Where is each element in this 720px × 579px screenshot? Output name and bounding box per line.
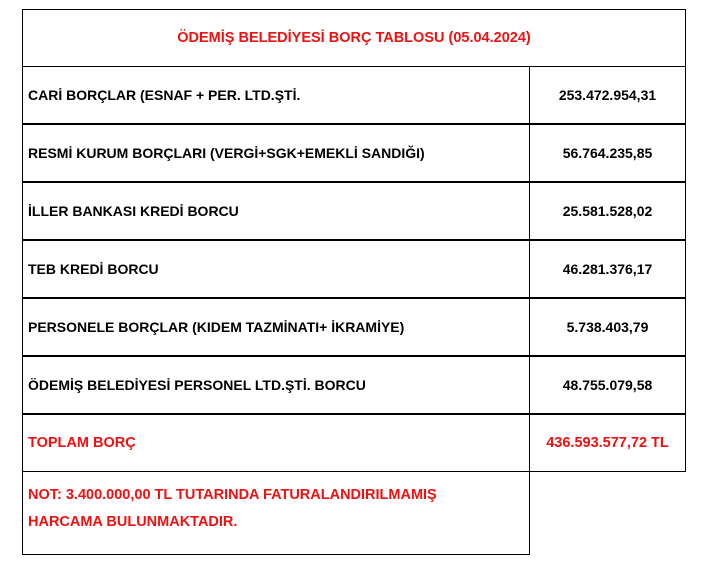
row-label: PERSONELE BORÇLAR (KIDEM TAZMİNATI+ İKRAMİYE) [23,299,530,355]
row-value: 48.755.079,58 [562,377,653,393]
row-value: 253.472.954,31 [558,87,657,103]
row-label: İLLER BANKASI KREDİ BORCU [23,183,530,239]
table-row [22,124,686,182]
row-value: 25.581.528,02 [562,203,653,219]
note-box [22,472,530,555]
table-row [22,66,686,124]
row-value: 46.281.376,17 [562,261,653,277]
row-label: RESMİ KURUM BORÇLARI (VERGİ+SGK+EMEKLİ SANDIĞI) [23,125,530,181]
row-label: TEB KREDİ BORCU [23,241,530,297]
table-row [22,356,686,414]
row-value: 5.738.403,79 [566,319,649,335]
total-label: TOPLAM BORÇ [23,415,530,471]
note-line-2: HARCAMA BULUNMAKTADIR. [28,514,238,530]
total-row [22,414,686,472]
table-row [22,240,686,298]
table-row [22,298,686,356]
note-line-1: NOT: 3.400.000,00 TL TUTARINDA FATURALANDIRILMAMIŞ [28,487,437,503]
row-label: ÖDEMİŞ BELEDİYESİ PERSONEL LTD.ŞTİ. BORCU [23,357,530,413]
table-title [22,9,686,67]
table-row [22,182,686,240]
row-label: CARİ BORÇLAR (ESNAF + PER. LTD.ŞTİ. [23,67,530,123]
row-value: 56.764.235,85 [562,145,653,161]
total-value: 436.593.577,72 TL [546,435,669,451]
table-title-text: ÖDEMİŞ BELEDİYESİ BORÇ TABLOSU (05.04.2024) [177,30,531,46]
